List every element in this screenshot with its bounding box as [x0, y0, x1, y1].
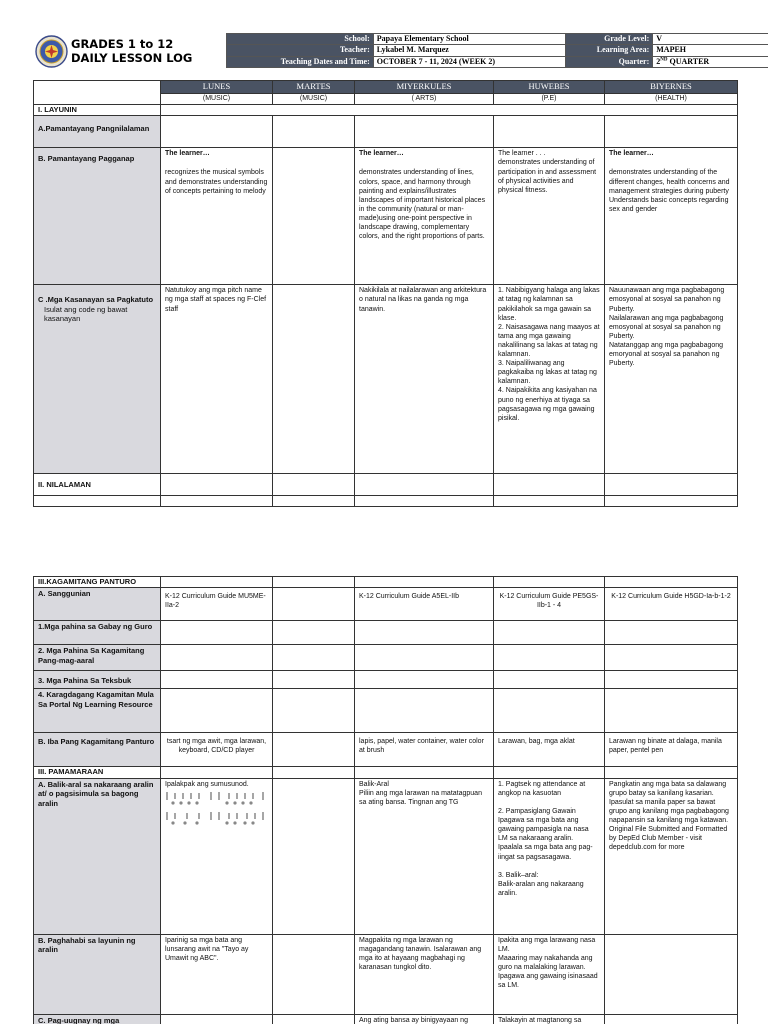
sanggunian-tue [273, 588, 355, 621]
pag-uugnay-thu: Talakayin at magtanong sa [494, 1014, 605, 1024]
corner-cell [34, 81, 161, 105]
nilalaman-wed [355, 474, 494, 496]
sanggunian-mon: K-12 Curriculum Guide MU5ME-IIa-2 [161, 588, 273, 621]
row-label-portal: 4. Karagdagang Kagamitan Mula Sa Portal Ng Learning Resource [34, 689, 161, 733]
title-line-1: GRADES 1 to 12 [71, 37, 174, 51]
gabay-fri [605, 621, 738, 645]
nilalaman-extra-fri [605, 496, 738, 507]
pag-uugnay-mon [161, 1014, 273, 1024]
teksbuk-mon [161, 671, 273, 689]
kagamitang-mag-fri [605, 645, 738, 671]
section-nilalaman: II. NILALAMAN [34, 474, 161, 496]
row-label-kagamitang-mag-aaral: 2. Mga Pahina Sa Kagamitang Pang-mag-aaral [34, 645, 161, 671]
pangnilalaman-mon [161, 116, 273, 148]
pangnilalaman-fri [605, 116, 738, 148]
row-label-gabay: 1.Mga pahina sa Gabay ng Guro [34, 621, 161, 645]
pamamaraan-mon [161, 767, 273, 778]
subject-monday: (MUSIC) [161, 94, 273, 105]
nilalaman-mon [161, 474, 273, 496]
row-label-kasanayan [34, 285, 161, 474]
dates-value: OCTOBER 7 - 11, 2024 (WEEK 2) [373, 56, 566, 67]
quarter-label: Quarter: [566, 56, 653, 67]
teksbuk-wed [355, 671, 494, 689]
teksbuk-thu [494, 671, 605, 689]
area-value: MAPEH [653, 45, 768, 56]
balik-aral-mon [161, 778, 273, 934]
subject-friday: (HEALTH) [605, 94, 738, 105]
kagamitang-mag-thu [494, 645, 605, 671]
nilalaman-tue [273, 474, 355, 496]
area-label: Learning Area: [566, 45, 653, 56]
kasanayan-title: C .Mga Kasanayan sa Pagkatuto [38, 295, 154, 305]
gabay-mon [161, 621, 273, 645]
quarter-number: 2 [656, 56, 661, 66]
pagganap-fri [605, 148, 738, 285]
school-value: Papaya Elementary School [373, 34, 566, 45]
pagganap-tue [273, 148, 355, 285]
nilalaman-extra-tue [273, 496, 355, 507]
sanggunian-thu: K-12 Curriculum Guide PE5GS-IIb-1 - 4 [494, 588, 605, 621]
kasanayan-note: Isulat ang code ng bawat kasanayan [44, 304, 128, 324]
subject-wednesday: ( ARTS) [355, 94, 494, 105]
paghahabi-fri [605, 934, 738, 1014]
pag-uugnay-wed: Ang ating bansa ay binigyayaan ng [355, 1014, 494, 1024]
pagganap-mon-head: The learner… [165, 150, 210, 158]
gabay-tue [273, 621, 355, 645]
pangnilalaman-thu [494, 116, 605, 148]
row-label-balik-aral: A. Balik-aral sa nakaraang aralin at/ o pagsisimula sa bagong aralin [34, 778, 161, 934]
paghahabi-thu: Ipakita ang mga larawang nasa LM. Maaaring may nakahanda ang guro na malalaking larawan. Ipagawa ang gawaing isinasaad sa LM. [494, 934, 605, 1014]
balik-aral-fri: Pangkatin ang mga bata sa dalawang grupo batay sa kanilang kasarian. Ipasulat sa manila paper sa bawat grupo ang kanilang mga pagbabagong napapansin sa kanilang mga katawan. Original File Submitted and Formatted by DepEd Club Member - visit depedclub.com for more [605, 778, 738, 934]
section-layunin: I. LAYUNIN [34, 105, 161, 116]
quarter-value [653, 56, 768, 67]
pamamaraan-wed [355, 767, 494, 778]
pagganap-thu: The learner . . . demonstrates understanding of participation in and assessment of physical activities and physical fitness. [494, 148, 605, 285]
info-table [226, 33, 768, 68]
iba-pa-thu: Larawan, bag, mga aklat [494, 733, 605, 767]
pagganap-mon-text: recognizes the musical symbols and demonstrates understanding of concepts pertaining to melody [165, 169, 268, 195]
pangnilalaman-wed [355, 116, 494, 148]
pag-uugnay-fri [605, 1014, 738, 1024]
row-label-pangnilalaman: A.Pamantayang Pangnilalaman [34, 116, 161, 148]
day-friday: BIYERNES [605, 81, 738, 94]
school-label: School: [227, 34, 374, 45]
paghahabi-tue [273, 934, 355, 1014]
paghahabi-wed: Magpakita ng mga larawan ng magagandang tanawin. Isalarawan ang mga ito at hayaang magbahagi ng karanasan tungkol dito. [355, 934, 494, 1014]
section-pamamaraan: III. PAMAMARAAN [34, 767, 161, 778]
row-label-sanggunian: A. Sanggunian [34, 588, 161, 621]
rhythm-notation-icon [217, 791, 265, 806]
rhythm-notation [165, 791, 268, 826]
quarter-word: QUARTER [667, 56, 710, 66]
kagamitan-thu [494, 577, 605, 588]
nilalaman-extra-thu [494, 496, 605, 507]
balik-aral-mon-text: Ipalakpak ang sumusunod. [165, 780, 249, 788]
pagganap-wed [355, 148, 494, 285]
gabay-wed [355, 621, 494, 645]
quarter-suffix: ND [660, 57, 668, 63]
pagganap-mon [161, 148, 273, 285]
kasanayan-tue [273, 285, 355, 474]
rhythm-notation-icon [165, 811, 213, 826]
kasanayan-wed: Nakikilala at nailalarawan ang arkitektura o natural na likas na ganda ng mga tanawin. [355, 285, 494, 474]
layunin-blank [161, 105, 738, 116]
portal-fri [605, 689, 738, 733]
subject-thursday: (P.E) [494, 94, 605, 105]
iba-pa-mon: tsart ng mga awit, mga larawan, keyboard, CD/CD player [161, 733, 273, 767]
row-label-iba-pa: B. Iba Pang Kagamitang Panturo [34, 733, 161, 767]
rhythm-notation-icon [217, 811, 265, 826]
kagamitang-mag-mon [161, 645, 273, 671]
day-tuesday: MARTES [273, 81, 355, 94]
nilalaman-extra-label [34, 496, 161, 507]
iba-pa-fri: Larawan ng binate at dalaga, manila paper, pentel pen [605, 733, 738, 767]
kagamitan-mon [161, 577, 273, 588]
kagamitan-fri [605, 577, 738, 588]
teksbuk-tue [273, 671, 355, 689]
portal-wed [355, 689, 494, 733]
nilalaman-extra-wed [355, 496, 494, 507]
day-wednesday: MIYERKULES [355, 81, 494, 94]
pagganap-wed-head: The learner… [359, 150, 404, 158]
nilalaman-thu [494, 474, 605, 496]
teksbuk-fri [605, 671, 738, 689]
kasanayan-mon: Natutukoy ang mga pitch name ng mga staff at spaces ng F-Clef staff [161, 285, 273, 474]
balik-aral-tue [273, 778, 355, 934]
pagganap-wed-text: demonstrates understanding of lines, colors, space, and harmony through painting and explains/illustrates landscapes of important historical places in the community (natural or man-made)using one-point perspective in landscape drawing, complementary colors, and the right proportions of parts. [359, 169, 486, 241]
section-kagamitan: III.KAGAMITANG PANTURO [34, 577, 161, 588]
kagamitang-mag-tue [273, 645, 355, 671]
pamamaraan-tue [273, 767, 355, 778]
kagamitan-tue [273, 577, 355, 588]
pagganap-fri-text: demonstrates understanding of the different changes, health concerns and management strategies during puberty Understands basic concepts regarding sex and gender [609, 169, 730, 213]
iba-pa-wed: lapis, papel, water container, water color at brush [355, 733, 494, 767]
day-monday: LUNES [161, 81, 273, 94]
kasanayan-thu: 1. Nabibigyang halaga ang lakas at tatag ng kalamnan sa pakikilahok sa mga gawain sa klase. 2. Naisasagawa nang maayos at tama ang mga gawaing nakalilinang sa lakas at tatag ng kalamnan. 3. Naipaliliwanag ang pagkakaiba ng lakas at tatag ng kalamnan. 4. Naipakikita ang kasiyahan na puno ng enerhiya at tiyaga sa pagsasagawa ng mga gawaing pisikal. [494, 285, 605, 474]
teacher-label: Teacher: [227, 45, 374, 56]
pagganap-fri-head: The learner… [609, 150, 654, 158]
objectives-table [33, 80, 738, 507]
day-thursday: HUWEBES [494, 81, 605, 94]
iba-pa-tue [273, 733, 355, 767]
log-title [71, 37, 192, 65]
grade-value: V [653, 34, 768, 45]
portal-mon [161, 689, 273, 733]
header [33, 33, 737, 70]
deped-seal-icon [35, 35, 68, 68]
kasanayan-fri: Nauunawaan ang mga pagbabagong emosyonal at sosyal sa panahon ng Puberty. Nailalarawan ang mga pagbabagong emosyonal at sosyal sa panahon ng Puberty. Natatanggap ang mga pagbabagong emoryonal at sosyal sa panahon ng Puberty. [605, 285, 738, 474]
row-label-pagganap: B. Pamantayang Pagganap [34, 148, 161, 285]
materials-procedure-table [33, 576, 738, 1024]
row-label-pag-uugnay: C. Pag-uugnay ng mga [34, 1014, 161, 1024]
subject-tuesday: (MUSIC) [273, 94, 355, 105]
nilalaman-fri [605, 474, 738, 496]
sanggunian-fri: K-12 Curriculum Guide H5GD-Ia-b-1-2 [605, 588, 738, 621]
kagamitang-mag-wed [355, 645, 494, 671]
row-label-teksbuk: 3. Mga Pahina Sa Teksbuk [34, 671, 161, 689]
sanggunian-wed: K-12 Curriculum Guide A5EL-IIb [355, 588, 494, 621]
pangnilalaman-tue [273, 116, 355, 148]
pamamaraan-fri [605, 767, 738, 778]
teacher-value: Lykabel M. Marquez [373, 45, 566, 56]
row-label-paghahabi: B. Paghahabi sa layunin ng aralin [34, 934, 161, 1014]
balik-aral-wed: Balik-Aral Piliin ang mga larawan na matatagpuan sa ating bansa. Tingnan ang TG [355, 778, 494, 934]
portal-thu [494, 689, 605, 733]
gabay-thu [494, 621, 605, 645]
dates-label: Teaching Dates and Time: [227, 56, 374, 67]
pamamaraan-thu [494, 767, 605, 778]
paghahabi-mon: Iparinig sa mga bata ang lunsarang awit na "Tayo ay Umawit ng ABC". [161, 934, 273, 1014]
grade-label: Grade Level: [566, 34, 653, 45]
nilalaman-extra-mon [161, 496, 273, 507]
balik-aral-thu: 1. Pagtsek ng attendance at angkop na kasuotan 2. Pampasiglang Gawain Ipagawa sa mga bata ang gawaing pampasigla na nasa LM sa nakaraang aralin. Ipaalala sa mga bata ang pag-iingat sa pagsasagawa. 3. Balik–aral: Balik-aralan ang nakaraang aralin. [494, 778, 605, 934]
portal-tue [273, 689, 355, 733]
kagamitan-wed [355, 577, 494, 588]
title-line-2: DAILY LESSON LOG [71, 51, 193, 65]
rhythm-notation-icon [165, 791, 213, 806]
pag-uugnay-tue [273, 1014, 355, 1024]
